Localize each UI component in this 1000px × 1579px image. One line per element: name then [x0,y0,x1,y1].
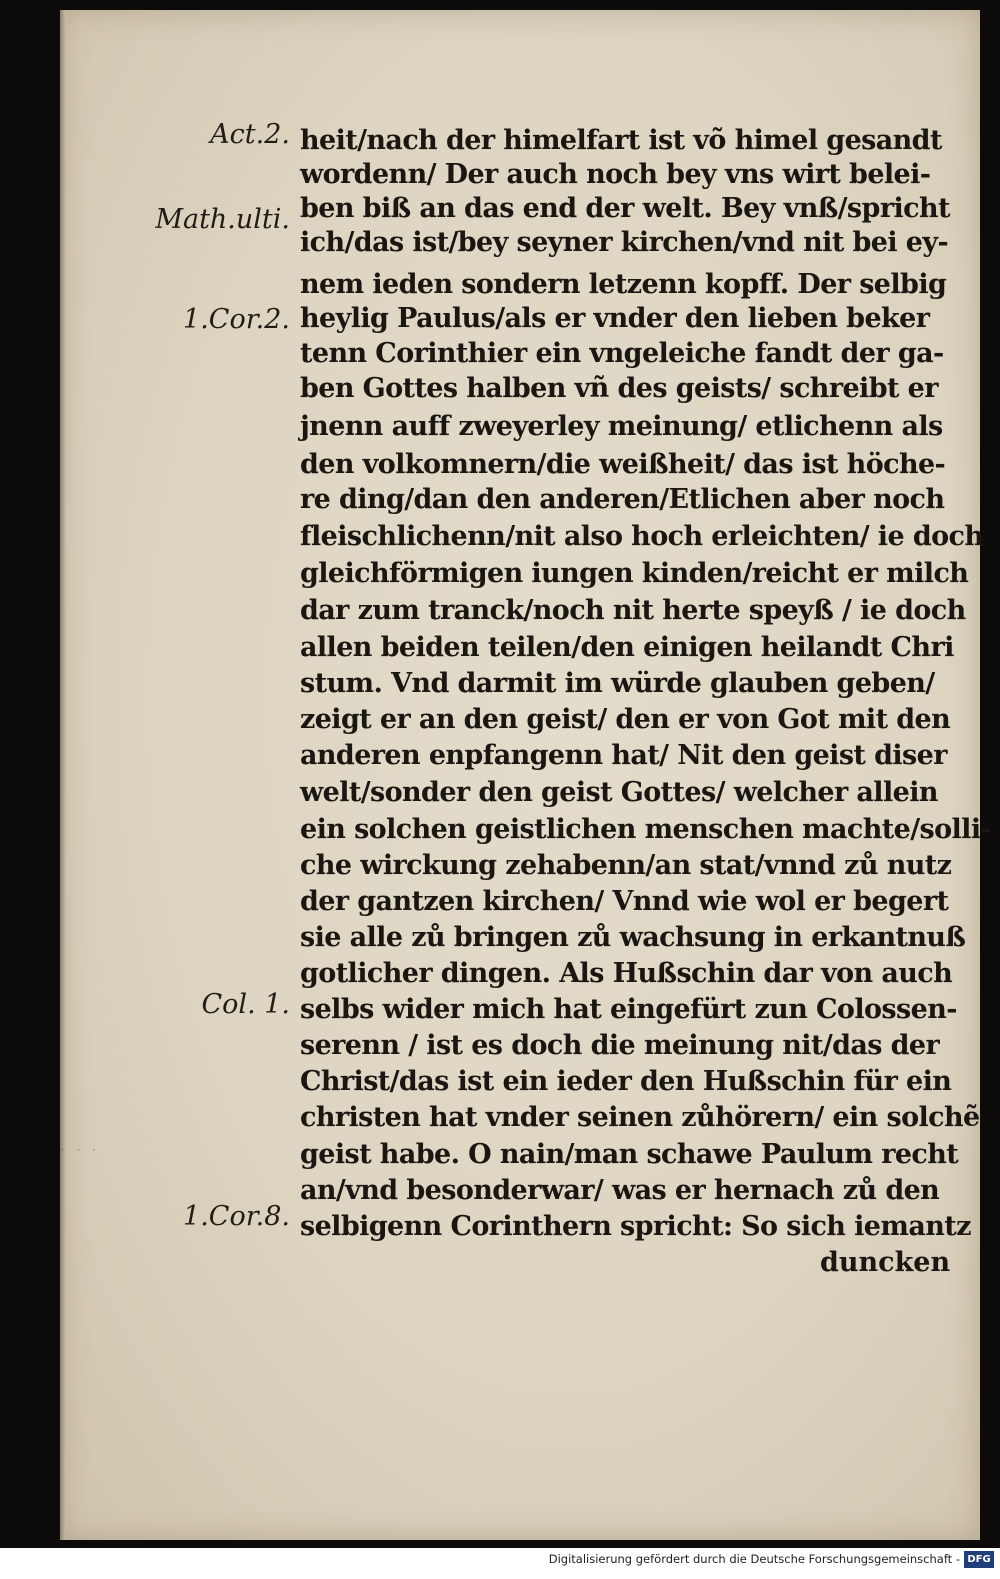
text-line: ich/das ist/bey seyner kirchen/vnd nit bei ey- [300,227,949,258]
text-line: den volkomnern/die weißheit/ das ist höche- [300,449,946,480]
bleed-through-mark: · · · [60,1140,99,1161]
text-line: geist habe. O nain/man schawe Paulum recht [300,1139,959,1170]
page-edge-shadow [60,10,66,1540]
text-line: christen hat vnder seinen zůhörern/ ein solchẽ [300,1102,980,1133]
margin-note-cor-2: 1.Cor.2. [183,304,290,335]
text-line: zeigt er an den geist/ den er von Got mit den [300,704,951,735]
text-line: gotlicher dingen. Als Hußschin dar von auch [300,958,953,989]
text-line: heylig Paulus/als er vnder den lieben beker [300,303,930,334]
text-line: selbigenn Corinthern spricht: So sich iemantz [300,1211,971,1242]
text-line: tenn Corinthier ein vngeleiche fandt der ga- [300,338,944,369]
text-line: re ding/dan den anderen/Etlichen aber noch [300,484,945,515]
text-line: ben Gottes halben vñ des geists/ schreibt er [300,373,938,404]
text-line: der gantzen kirchen/ Vnnd wie wol er begert [300,886,949,917]
text-line: ben biß an das end der welt. Bey vnß/spricht [300,193,950,224]
margin-note-cor-8: 1.Cor.8. [183,1201,290,1232]
footer-credit: Digitalisierung gefördert durch die Deutsche Forschungsgemeinschaft - [548,1552,960,1566]
margin-note-act: Act.2. [210,119,290,150]
text-line: Christ/das ist ein ieder den Hußschin für ein [300,1066,952,1097]
text-line: serenn / ist es doch die meinung nit/das der [300,1030,940,1061]
text-line: welt/sonder den geist Gottes/ welcher allein [300,777,938,808]
text-line: wordenn/ Der auch noch bey vns wirt belei- [300,159,931,190]
margin-note-col: Col. 1. [201,989,290,1020]
text-line: selbs wider mich hat eingefürt zun Colossen- [300,994,957,1025]
text-line: sie alle zů bringen zů wachsung in erkantnuß [300,922,966,953]
dfg-logo: DFG [964,1551,994,1568]
margin-note-math: Math.ulti. [155,204,290,235]
text-line: allen beiden teilen/den einigen heilandt Chri [300,632,954,663]
text-line: nem ieden sondern letzenn kopff. Der selbig [300,269,947,300]
text-line: dar zum tranck/noch nit herte speyß / ie doch [300,595,966,626]
text-line: gleichförmigen iungen kinden/reicht er milch [300,558,969,589]
text-line: an/vnd besonderwar/ was er hernach zů den [300,1175,940,1206]
text-line: ein solchen geistlichen menschen machte/solli- [300,814,992,845]
text-line: heit/nach der himelfart ist võ himel gesandt [300,125,942,156]
text-line: che wirckung zehabenn/an stat/vnnd zů nutz [300,850,952,881]
text-line: anderen enpfangenn hat/ Nit den geist diser [300,740,947,771]
text-line: stum. Vnd darmit im würde glauben geben/ [300,668,935,699]
text-line: fleischlichenn/nit also hoch erleichten/ ie doch [300,521,984,552]
text-line: jnenn auff zweyerley meinung/ etlichenn als [300,411,943,442]
catchword: duncken [820,1247,951,1278]
